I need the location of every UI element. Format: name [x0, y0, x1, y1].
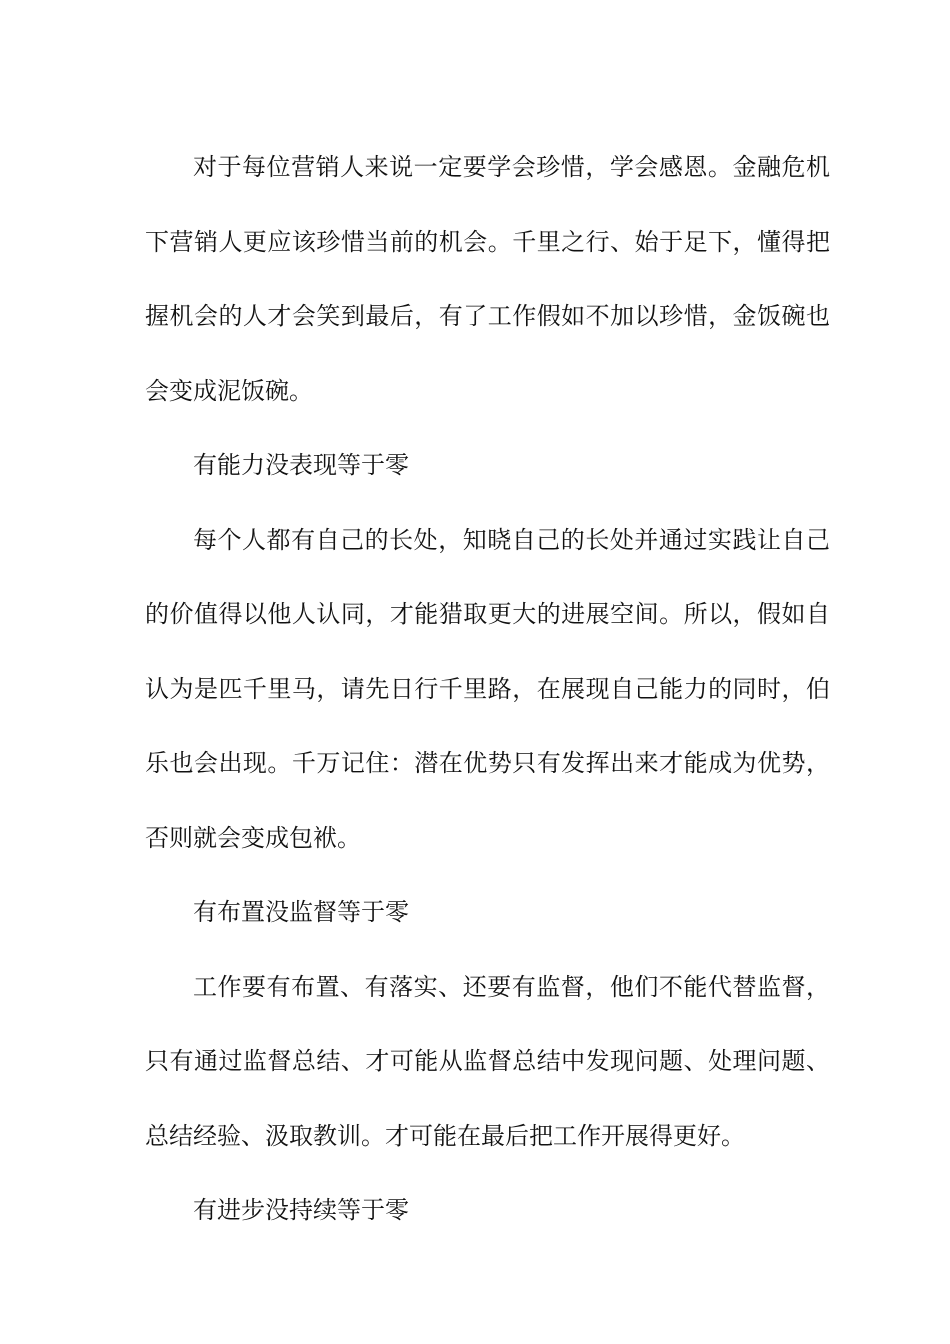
paragraph-cherish: 对于每位营销人来说一定要学会珍惜，学会感恩。金融危机下营销人更应该珍惜当前的机会。千里之行、始于足下，懂得把握机会的人才会笑到最后，有了工作假如不加以珍惜，金饭碗也会变成泥饭碗。 [145, 153, 830, 405]
section-heading-supervision: 有布置没监督等于零 [193, 898, 409, 926]
section-heading-progress: 有进步没持续等于零 [193, 1196, 409, 1224]
paragraph-ability: 每个人都有自己的长处，知晓自己的长处并通过实践让自己的价值得以他人认同，才能猎取更大的进展空间。所以，假如自认为是匹千里马，请先日行千里路，在展现自己能力的同时，伯乐也会出现。千万记住：潜在优势只有发挥出来才能成为优势，否则就会变成包袱。 [145, 525, 830, 852]
document-body [145, 130, 830, 1248]
section-heading-ability: 有能力没表现等于零 [193, 451, 409, 479]
paragraph-supervision: 工作要有布置、有落实、还要有监督，他们不能代替监督，只有通过监督总结、才可能从监督总结中发现问题、处理问题、总结经验、汲取教训。才可能在最后把工作开展得更好。 [145, 972, 830, 1150]
